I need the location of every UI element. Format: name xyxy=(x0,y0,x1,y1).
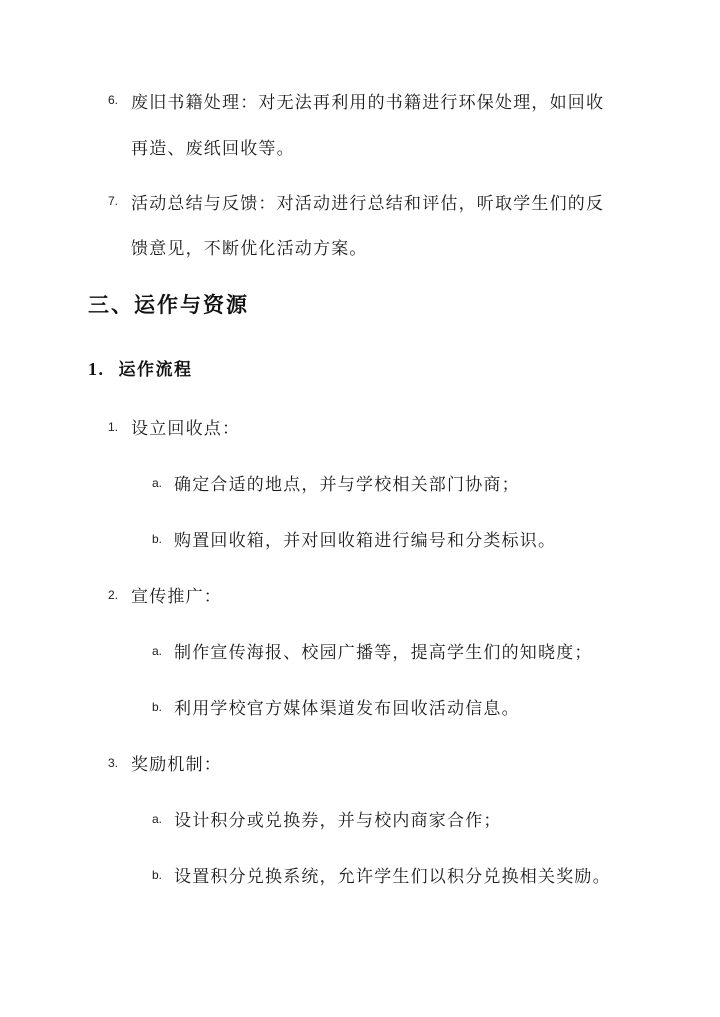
sub-item-letter: b. xyxy=(152,700,163,714)
list-item-text: 活动总结与反馈：对活动进行总结和评估，听取学生们的反 xyxy=(131,194,605,214)
step-title: 设立回收点： xyxy=(131,419,241,439)
subsection-number: 1. xyxy=(88,359,105,379)
subsection-heading xyxy=(88,355,193,380)
sub-item-text: 制作宣传海报、校园广播等，提高学生们的知晓度； xyxy=(174,643,593,663)
sub-item-text: 确定合适的地点，并与学校相关部门协商； xyxy=(174,475,520,495)
section-heading: 三、运作与资源 xyxy=(88,293,249,317)
step-number: 1. xyxy=(108,420,119,434)
sub-item-letter: a. xyxy=(152,644,163,658)
sub-item-letter: b. xyxy=(152,532,163,546)
list-number: 6. xyxy=(108,93,119,107)
sub-item-letter: a. xyxy=(152,812,163,826)
list-item-text: 废旧书籍处理：对无法再利用的书籍进行环保处理，如回收 xyxy=(131,93,605,113)
sub-item-letter: a. xyxy=(152,476,163,490)
sub-item-text: 利用学校官方媒体渠道发布回收活动信息。 xyxy=(174,699,520,719)
list-item-text-continued: 馈意见，不断优化活动方案。 xyxy=(131,239,368,259)
step-number: 3. xyxy=(108,756,119,770)
sub-item-text: 设计积分或兑换券，并与校内商家合作； xyxy=(174,811,502,831)
sub-item-letter: b. xyxy=(152,868,163,882)
sub-item-text: 设置积分兑换系统，允许学生们以积分兑换相关奖励。 xyxy=(174,867,611,887)
subsection-title: 运作流程 xyxy=(118,360,193,380)
step-title: 宣传推广： xyxy=(131,587,222,607)
list-number: 7. xyxy=(108,194,119,208)
list-item-text-continued: 再造、废纸回收等。 xyxy=(131,139,295,159)
sub-item-text: 购置回收箱，并对回收箱进行编号和分类标识。 xyxy=(174,531,557,551)
step-number: 2. xyxy=(108,588,119,602)
step-title: 奖励机制： xyxy=(131,755,222,775)
